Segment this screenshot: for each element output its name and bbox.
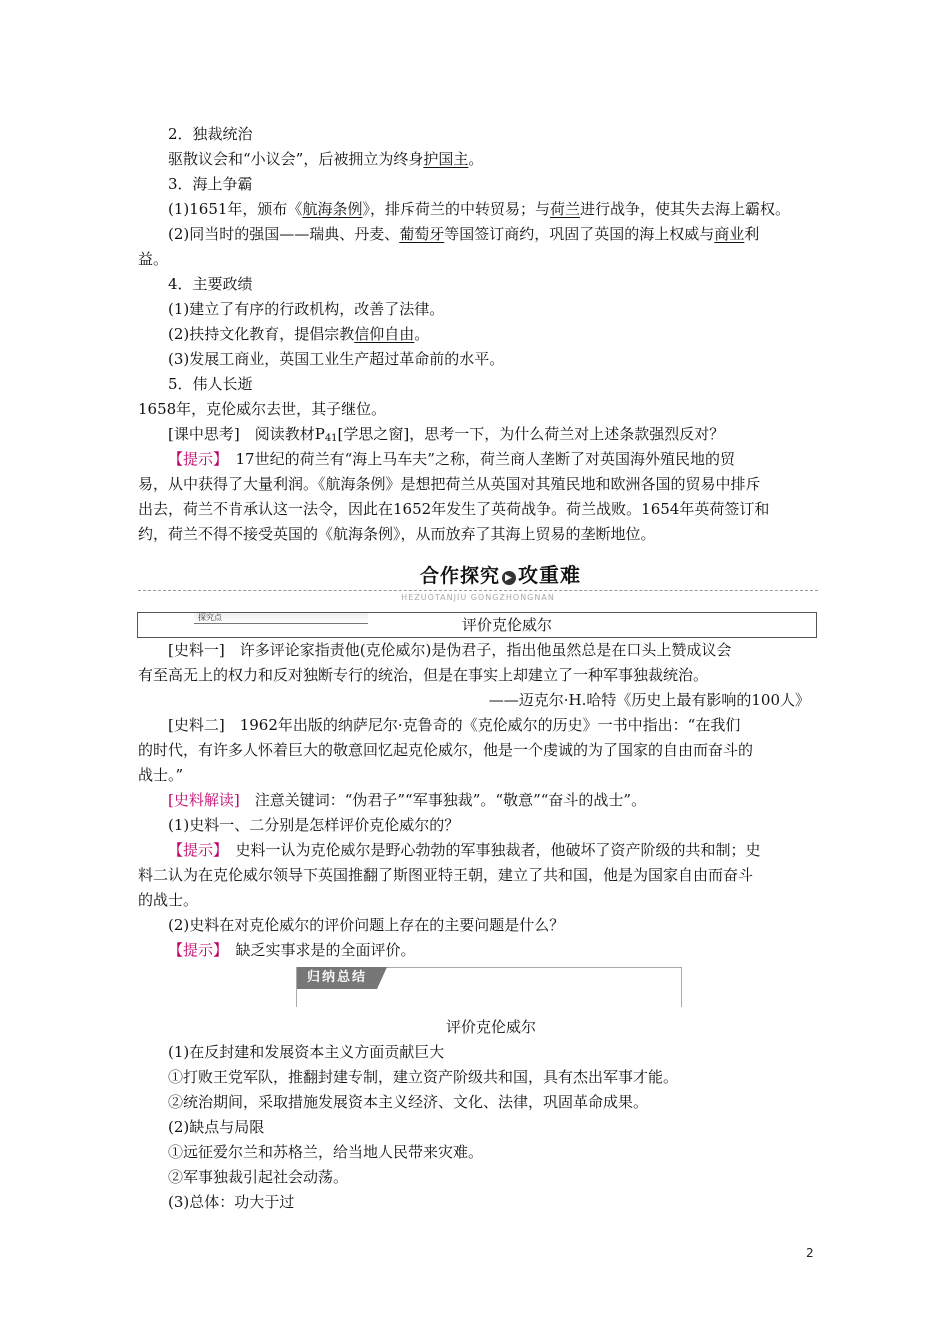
source-1-line-2: 有至高无上的权力和反对独断专行的统治，但是在事实上却建立了一种军事独裁统治。: [138, 666, 709, 684]
heading-death: 5．伟人长逝: [168, 375, 253, 393]
achievement-2: (2)扶持文化教育，提倡宗教信仰自由。: [168, 325, 430, 343]
banner-divider: [138, 590, 818, 591]
topic-box: [137, 612, 817, 638]
heading-dictatorship: 2．独裁统治: [168, 125, 253, 143]
topic-title: 评价克伦威尔: [461, 616, 552, 634]
arrow-icon: ▶: [502, 571, 516, 585]
underlined-term: 葡萄牙: [399, 225, 445, 243]
heading-achievements: 4．主要政绩: [168, 275, 253, 293]
think-answer-line-1: 【提示】 17世纪的荷兰有“海上马车夫”之称，荷兰商人垄断了对英国海外殖民地的贸: [168, 450, 735, 468]
think-answer-line-2: 易，从中获得了大量利润。《航海条例》是想把荷兰从英国对其殖民地和欧洲各国的贸易中排斥: [138, 475, 761, 493]
question-1: (1)史料一、二分别是怎样评价克伦威尔的？: [168, 816, 460, 834]
summary-item-2a: ①远征爱尔兰和苏格兰，给当地人民带来灾难。: [168, 1143, 484, 1161]
source-1-line-1: [史料一] 许多评论家指责他(克伦威尔)是伪君子，指出他虽然总是在口头上赞成议会: [168, 641, 732, 659]
summary-item-2: (2)缺点与局限: [168, 1118, 265, 1136]
answer-1-line-1: 【提示】 史料一认为克伦威尔是野心勃勃的军事独裁者，他破坏了资产阶级的共和制；史: [168, 841, 761, 859]
think-answer-line-4: 约，荷兰不得不接受英国的《航海条例》，从而放弃了其海上贸易的垄断地位。: [138, 525, 656, 543]
question-2: (2)史料在对克伦威尔的评价问题上存在的主要问题是什么？: [168, 916, 565, 934]
summary-item-3: (3)总体：功大于过: [168, 1193, 295, 1211]
paragraph-dictatorship: 驱散议会和“小议会”，后被拥立为终身护国主。: [168, 150, 484, 168]
source-2-line-2: 的时代，有许多人怀着巨大的敬意回忆起克伦威尔，他是一个虔诚的为了国家的自由而奋斗的: [138, 741, 754, 759]
section-banner: [138, 562, 818, 606]
hint-label: 【提示】: [168, 450, 221, 468]
hint-label: 【提示】: [168, 841, 221, 859]
page-number: 2: [806, 1246, 814, 1260]
paragraph-treaties: (2)同当时的强国——瑞典、丹麦、葡萄牙等国签订商约，巩固了英国的海上权威与商业利: [168, 225, 760, 243]
summary-box: [296, 967, 682, 1007]
summary-item-1a: ①打败王党军队，推翻封建专制，建立资产阶级共和国，具有杰出军事才能。: [168, 1068, 679, 1086]
think-question: [课中思考] 阅读教材$P_{41}$[学思之窗]，思考一下，为什么荷兰对上述条款强烈反对？: [168, 425, 725, 444]
answer-1-line-3: 的战士。: [138, 891, 199, 909]
achievement-3: (3)发展工商业，英国工业生产超过革命前的水平。: [168, 350, 505, 368]
paragraph-treaties-cont: 益。: [138, 250, 169, 268]
summary-item-1: (1)在反封建和发展资本主义方面贡献巨大: [168, 1043, 445, 1061]
source-2-line-3: 战士。”: [138, 766, 184, 784]
topic-tag: 探究点: [194, 613, 368, 624]
underlined-term: 航海条例: [302, 200, 363, 218]
summary-top-line: [377, 967, 681, 968]
heading-sea-hegemony: 3．海上争霸: [168, 175, 253, 193]
answer-2: 【提示】 缺乏实事求是的全面评价。: [168, 941, 416, 959]
underlined-term: 商业: [714, 225, 745, 243]
summary-item-2b: ②军事独裁引起社会动荡。: [168, 1168, 349, 1186]
answer-1-line-2: 料二认为在克伦威尔领导下英国推翻了斯图亚特王朝，建立了共和国，他是为国家自由而奋斗: [138, 866, 754, 884]
source-reading: [史料解读] 注意关键词：“伪君子”“军事独裁”。“敬意”“奋斗的战士”。: [168, 791, 647, 809]
summary-label: 归纳总结: [297, 967, 377, 989]
hint-label: 【提示】: [168, 941, 221, 959]
underlined-term: 信仰自由: [354, 325, 415, 343]
paragraph-death: 1658年，克伦威尔去世，其子继位。: [138, 400, 387, 418]
paragraph-navigation-act: (1)1651年，颁布《航海条例》，排斥荷兰的中转贸易；与荷兰进行战争，使其失去海上霸权。: [168, 200, 790, 218]
banner-title: 合作探究 ▶ 攻重难: [412, 562, 589, 588]
source-2-line-1: [史料二] 1962年出版的纳萨尼尔·克鲁奇的《克伦威尔的历史》一书中指出：“在我们: [168, 716, 741, 734]
source-1-citation: ——迈克尔·H.哈特《历史上最有影响的100人》: [488, 691, 810, 709]
achievement-1: (1)建立了有序的行政机构，改善了法律。: [168, 300, 445, 318]
underlined-term: 护国主: [423, 150, 469, 168]
reading-label: [史料解读]: [168, 791, 240, 809]
underlined-term: 荷兰: [549, 200, 580, 218]
summary-item-1b: ②统治期间，采取措施发展资本主义经济、文化、法律，巩固革命成果。: [168, 1093, 649, 1111]
think-answer-line-3: 出去，荷兰不肯承认这一法令，因此在1652年发生了英荷战争。荷兰战败。1654年英荷签订和: [138, 500, 770, 518]
summary-title: 评价克伦威尔: [445, 1018, 536, 1036]
banner-pinyin: HEZUOTANJIU GONGZHONGNAN: [401, 593, 555, 602]
